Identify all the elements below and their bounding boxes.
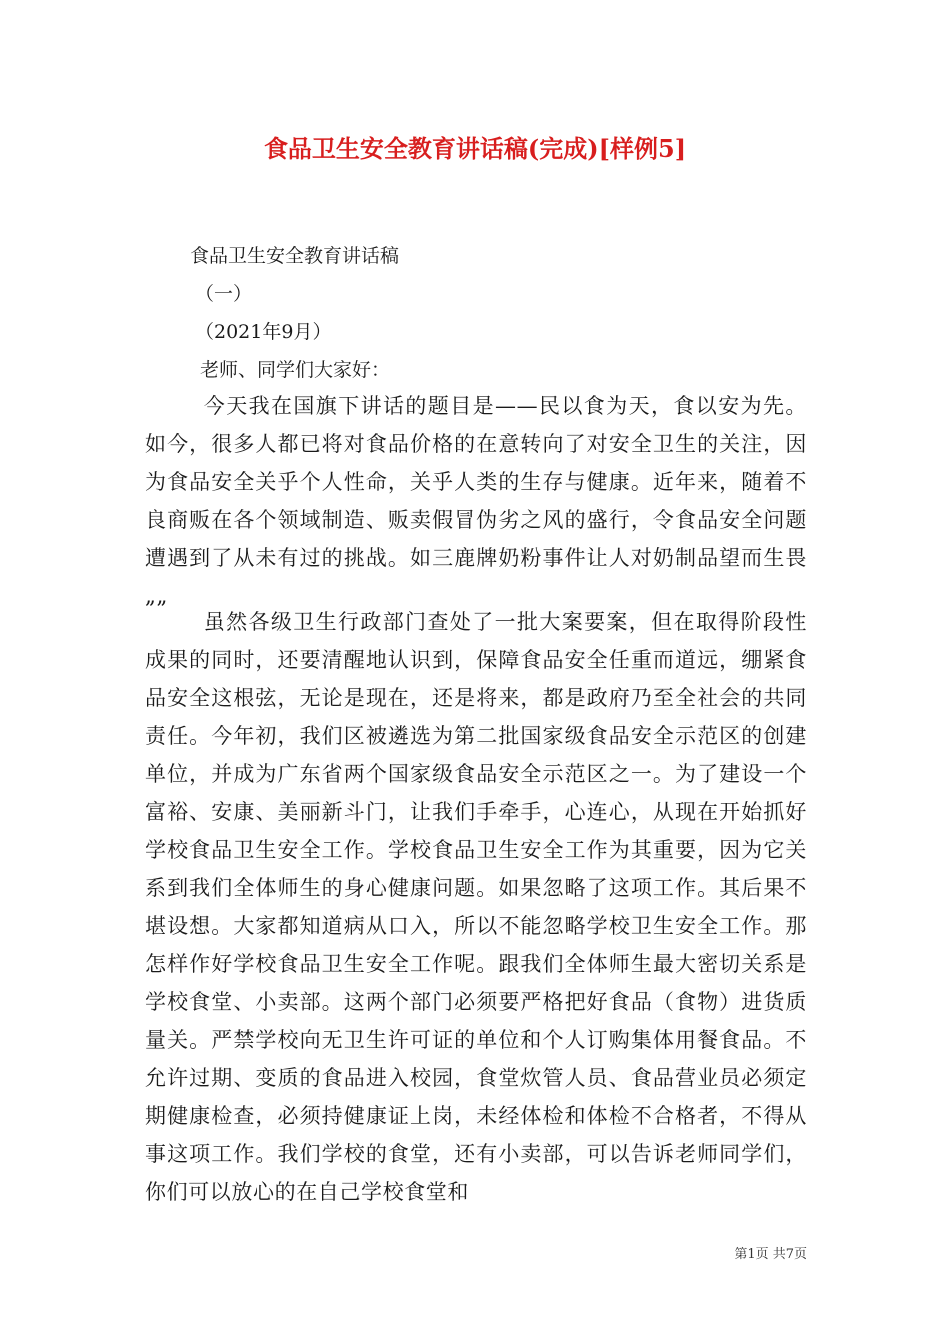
document-title: 食品卫生安全教育讲话稿(完成)[样例5] [263, 134, 687, 163]
greeting: 老师、同学们大家好： [200, 359, 391, 381]
paragraph-1 [145, 387, 807, 615]
speech-subtitle: 食品卫生安全教育讲话稿 [190, 245, 400, 267]
paragraph-1-text: 今天我在国旗下讲话的题目是——民以食为天，食以安为先。如今，很多人都已将对食品价格的在意转向了对安全卫生的关注，因为食品安全关乎个人性命，关乎人类的生存与健康。近年来，随着不良商贩在各个领域制造、贩卖假冒伪劣之风的盛行，令食品安全问题遭遇到了从未有过的挑战。如三鹿牌奶粉事件让人对奶制品望而生畏„„ [145, 394, 807, 608]
date-label: （2021年9月） [195, 321, 332, 343]
paragraph-2-text: 虽然各级卫生行政部门查处了一批大案要案，但在取得阶段性成果的同时，还要清醒地认识到，保障食品安全任重而道远，绷紧食品安全这根弦，无论是现在，还是将来，都是政府乃至全社会的共同责任。今年初，我们区被遴选为第二批国家级食品安全示范区的创建单位，并成为广东省两个国家级食品安全示范区之一。为了建设一个富裕、安康、美丽新斗门，让我们手牵手，心连心，从现在开始抓好学校食品卫生安全工作。学校食品卫生安全工作为其重要，因为它关系到我们全体师生的身心健康问题。如果忽略了这项工作。其后果不堪设想。大家都知道病从口入，所以不能忽略学校卫生安全工作。那怎样作好学校食品卫生安全工作呢。跟我们全体师生最大密切关系是学校食堂、小卖部。这两个部门必须要严格把好食品（食物）进货质量关。严禁学校向无卫生许可证的单位和个人订购集体用餐食品。不允许过期、变质的食品进入校园，食堂炊管人员、食品营业员必须定期健康检查，必须持健康证上岗，未经体检和体检不合格者，不得从事这项工作。我们学校的食堂，还有小卖部，可以告诉老师同学们，你们可以放心的在自己学校食堂和 [145, 610, 807, 1204]
part-label: （一） [195, 283, 253, 305]
paragraph-2 [145, 603, 807, 1211]
page-footer: 第1页 共7页 [734, 1247, 807, 1262]
